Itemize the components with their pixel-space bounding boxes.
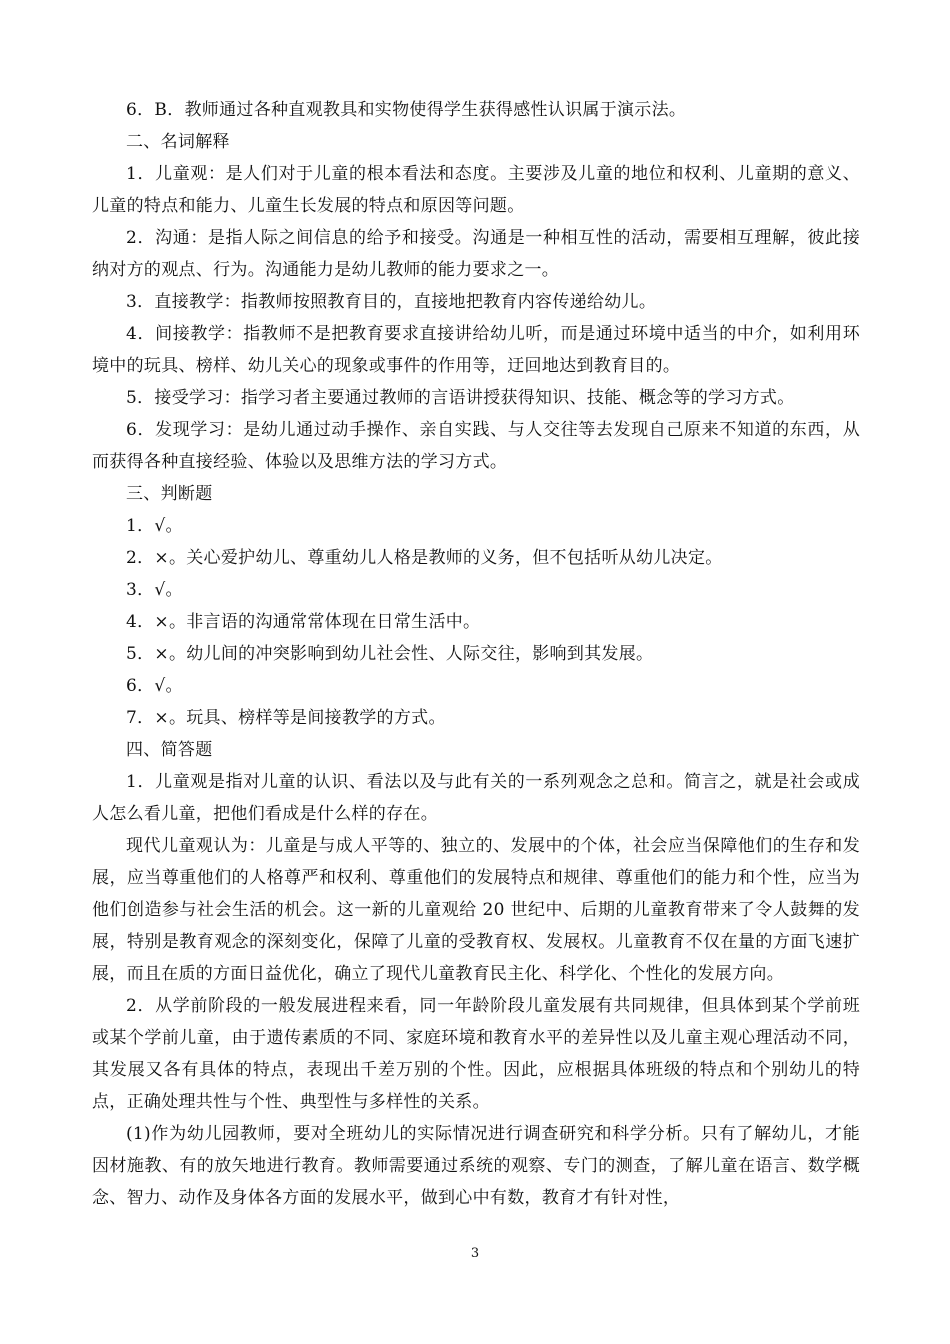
definition-1: 1．儿童观：是人们对于儿童的根本看法和态度。主要涉及儿童的地位和权利、儿童期的意义、儿童的特点和能力、儿童生长发展的特点和原因等问题。 [92,164,860,216]
judgment-3: 3．√。 [126,580,183,600]
judgment-1: 1．√。 [126,516,183,536]
section-heading-short-answer: 四、简答题 [126,740,213,760]
section-heading-definitions: 二、名词解释 [126,132,230,152]
judgment-7: 7．×。玩具、榜样等是间接教学的方式。 [126,708,446,728]
answer-mc-6: 6．B．教师通过各种直观教具和实物使得学生获得感性认识属于演示法。 [126,100,687,120]
definition-6: 6．发现学习：是幼儿通过动手操作、亲自实践、与人交往等去发现自己原来不知道的东西，从而获得各种直接经验、体验以及思维方法的学习方式。 [92,420,860,472]
short-answer-2-point-1: (1)作为幼儿园教师，要对全班幼儿的实际情况进行调查研究和科学分析。只有了解幼儿，才能因材施教、有的放矢地进行教育。教师需要通过系统的观察、专门的测查，了解儿童在语言、数学概念、智力、动作及身体各方面的发展水平，做到心中有数，教育才有针对性， [92,1124,860,1208]
document-body [92,94,860,1214]
definition-4: 4．间接教学：指教师不是把教育要求直接讲给幼儿听，而是通过环境中适当的中介，如利用环境中的玩具、榜样、幼儿关心的现象或事件的作用等，迂回地达到教育目的。 [92,324,860,376]
definition-2: 2．沟通：是指人际之间信息的给予和接受。沟通是一种相互性的活动，需要相互理解，彼此接纳对方的观点、行为。沟通能力是幼儿教师的能力要求之一。 [92,228,860,280]
judgment-6: 6．√。 [126,676,183,696]
judgment-5: 5．×。幼儿间的冲突影响到幼儿社会性、人际交往，影响到其发展。 [126,644,654,664]
short-answer-2: 2．从学前阶段的一般发展进程来看，同一年龄阶段儿童发展有共同规律，但具体到某个学前班或某个学前儿童，由于遗传素质的不同、家庭环境和教育水平的差异性以及儿童主观心理活动不同，其发展又各有具体的特点，表现出千差万别的个性。因此，应根据具体班级的特点和个别幼儿的特点，正确处理共性与个性、典型性与多样性的关系。 [92,996,860,1112]
judgment-2: 2．×。关心爱护幼儿、尊重幼儿人格是教师的义务，但不包括听从幼儿决定。 [126,548,723,568]
section-heading-true-false: 三、判断题 [126,484,213,504]
judgment-4: 4．×。非言语的沟通常常体现在日常生活中。 [126,612,481,632]
definition-3: 3．直接教学：指教师按照教育目的，直接地把教育内容传递给幼儿。 [126,292,657,312]
short-answer-1: 1．儿童观是指对儿童的认识、看法以及与此有关的一系列观念之总和。简言之，就是社会或成人怎么看儿童，把他们看成是什么样的存在。 [92,772,860,824]
definition-5: 5．接受学习：指学习者主要通过教师的言语讲授获得知识、技能、概念等的学习方式。 [126,388,795,408]
page-number: 3 [470,1246,480,1261]
short-answer-1-continued: 现代儿童观认为：儿童是与成人平等的、独立的、发展中的个体，社会应当保障他们的生存和发展，应当尊重他们的人格尊严和权利、尊重他们的发展特点和规律、尊重他们的能力和个性，应当为他们创造参与社会生活的机会。这一新的儿童观给 20 世纪中、后期的儿童教育带来了令人鼓舞的发展，特别是教育观念的深刻变化，保障了儿童的受教育权、发展权。儿童教育不仅在量的方面飞速扩展，而且在质的方面日益优化，确立了现代儿童教育民主化、科学化、个性化的发展方向。 [92,836,860,984]
